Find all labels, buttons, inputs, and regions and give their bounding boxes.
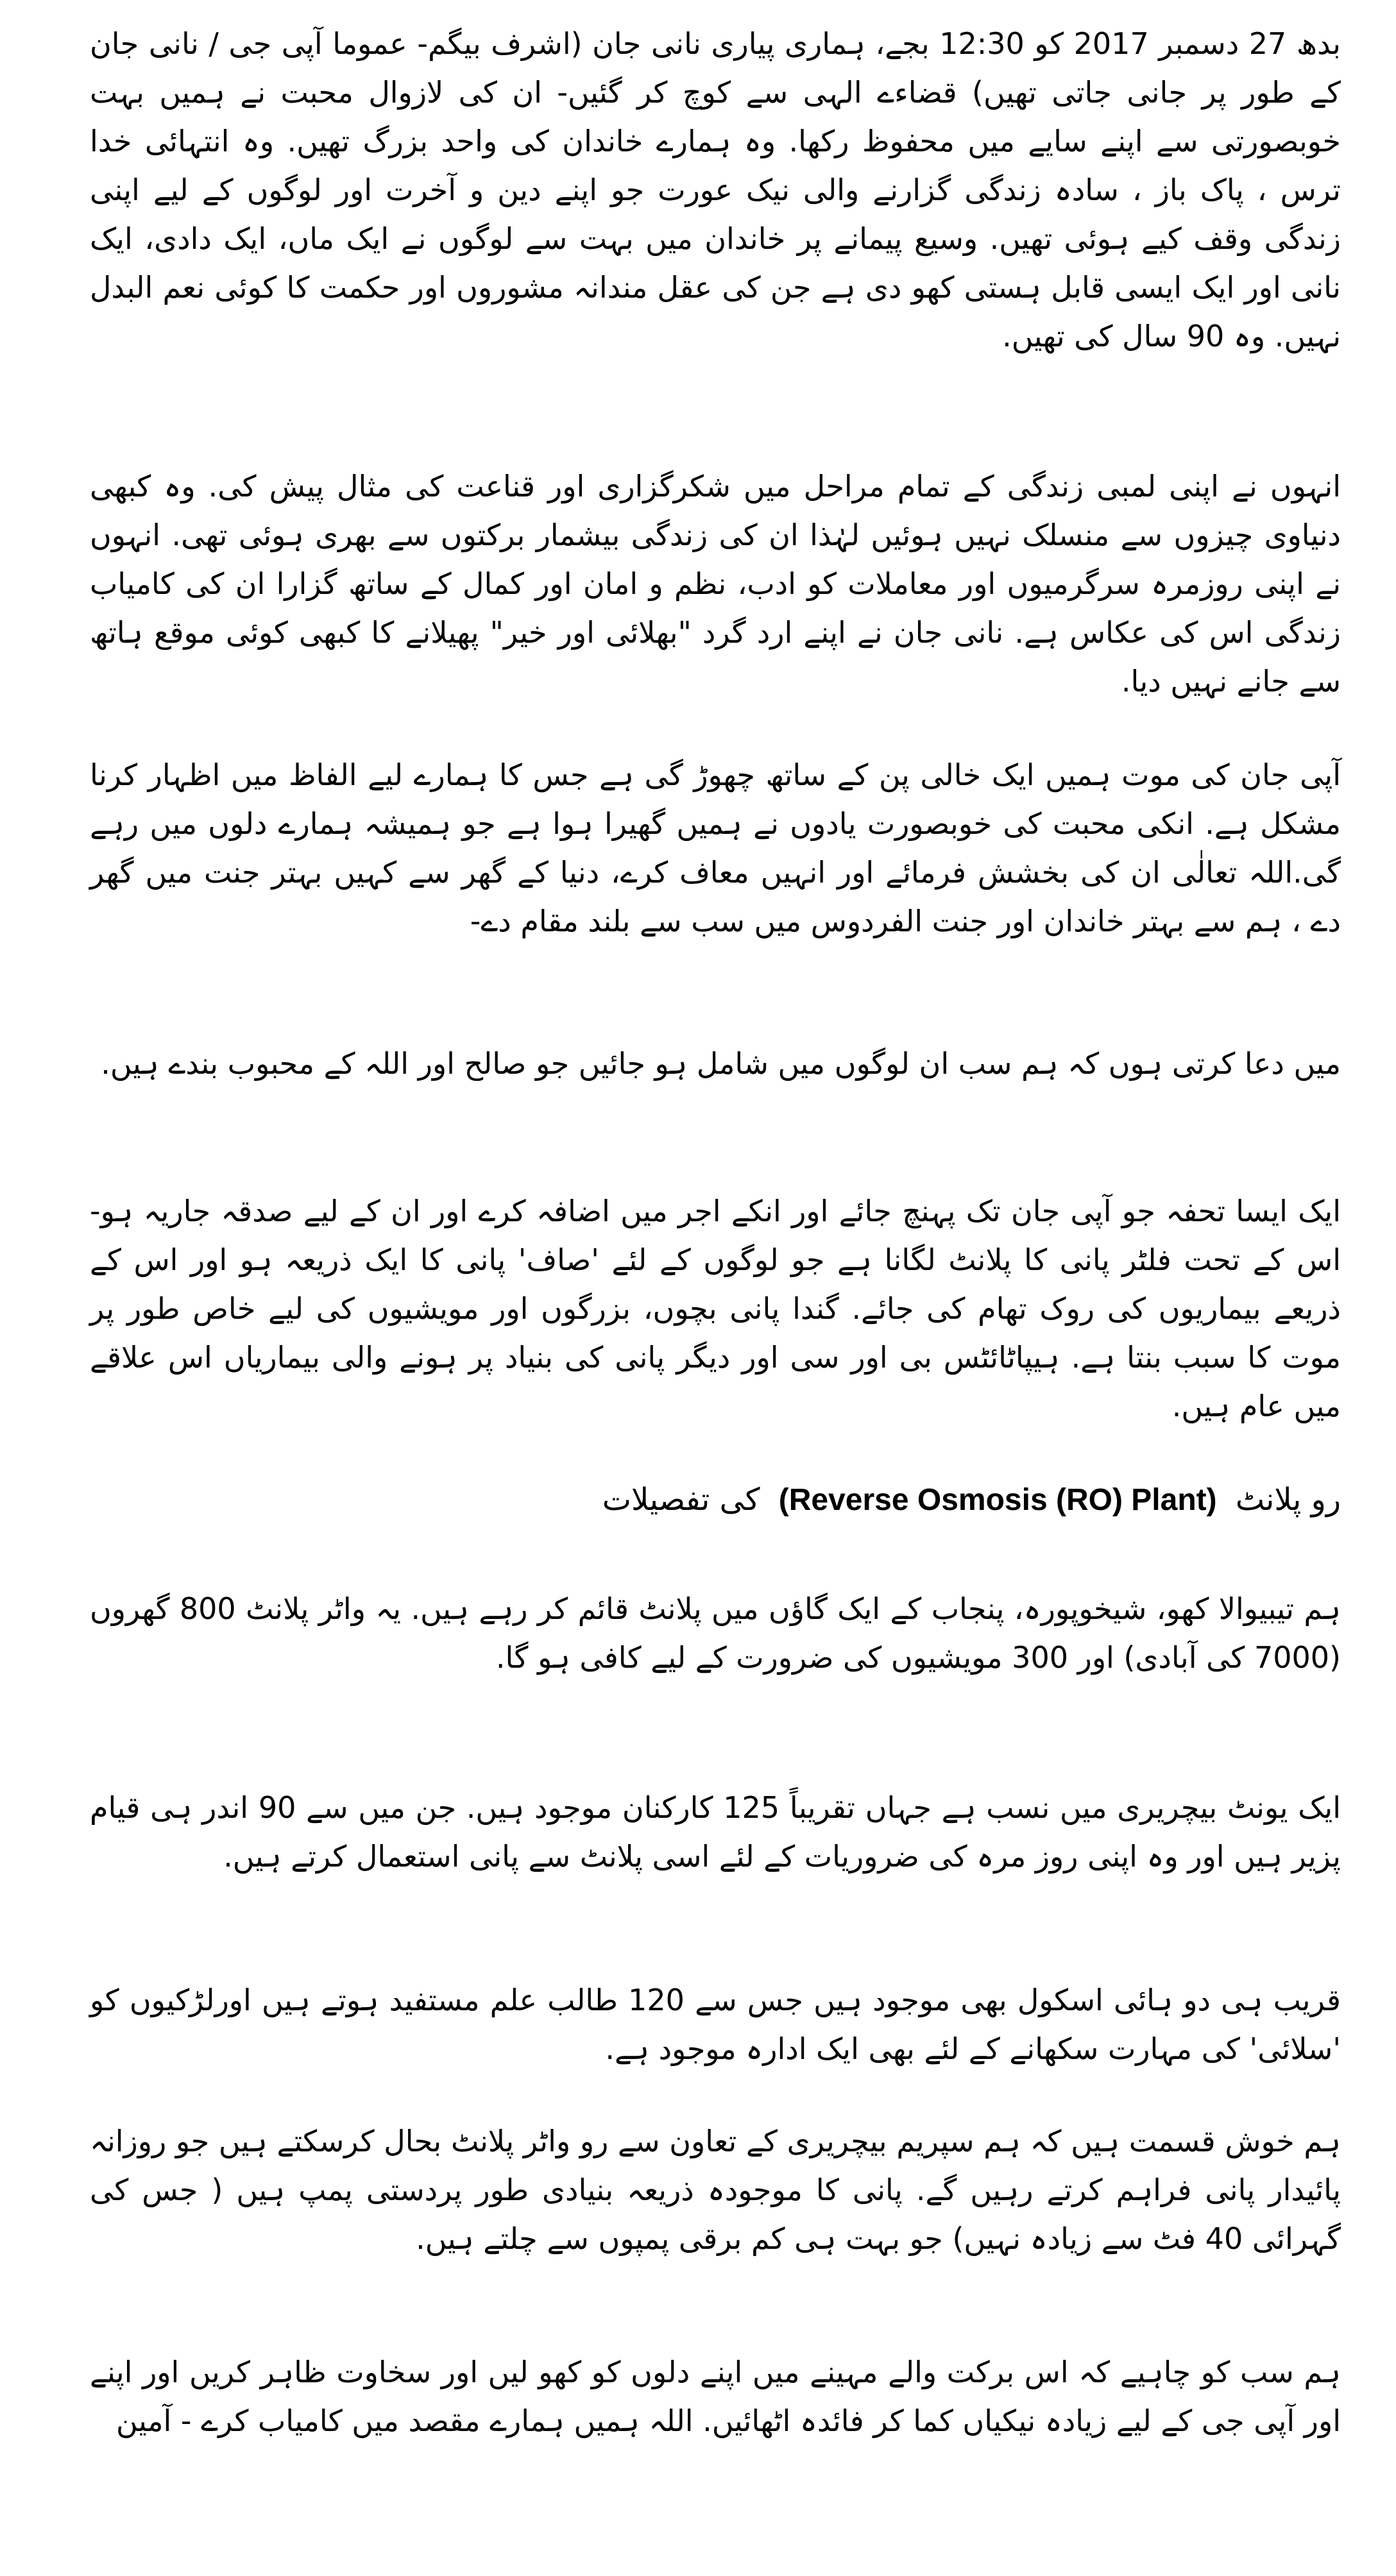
paragraph-closing-appeal: ہم سب کو چاہیے کہ اس برکت والے مہینے میں اپنے دلوں کو کھو لیں اور سخاوت ظاہر کریں اور اپنے اور آپی جی کے لیے زیادہ نیکیاں کما کر فائدہ اٹھائیں. اللہ ہمیں ہمارے مقصد میں کامیاب کرے - آمین [90,2355,1341,2438]
paragraph-schools: قریب ہی دو ہائی اسکول بھی موجود ہیں جس سے 120 طالب علم مستفید ہوتے ہیں اورلڑکیوں کو 'سلائی' کی مہارت سکھانے کے لئے بھی ایک ادارہ موجود ہے. [90,1983,1341,2066]
ro-plant-heading [90,1475,1341,1525]
paragraph-workers: ایک یونٹ بیچریری میں نسب ہے جہاں تقریباً 125 کارکنان موجود ہیں. جن میں سے 90 اندر ہی قیام پزیر ہیں اور وہ اپنی روز مرہ کی ضروریات کے لئے اسی پلانٹ سے پانی استعمال کرتے ہیں. [90,1790,1341,1874]
paragraph-dua: میں دعا کرتی ہوں کہ ہم سب ان لوگوں میں شامل ہو جائیں جو صالح اور اللہ کے محبوب بندے ہیں. [101,1046,1341,1081]
ro-heading-urdu-prefix: رو پلانٹ [1235,1482,1341,1518]
paragraph-plant-location: ہم تیبیوالا کھو، شیخوپورہ، پنجاب کے ایک گاؤں میں پلانٹ قائم کر رہے ہیں. یہ واٹر پلانٹ 800 گھروں (7000 کی آبادی) اور 300 مویشیوں کی ضرورت کے لیے کافی ہو گا. [90,1591,1341,1675]
ro-heading-urdu-suffix: کی تفصیلات [602,1482,760,1518]
paragraph-life-example: انہوں نے اپنی لمبی زندگی کے تمام مراحل میں شکرگزاری اور قناعت کی مثال پیش کی. وہ کبھی دنیاوی چیزوں سے منسلک نہیں ہوئیں لہٰذا ان کی زندگی بیشمار برکتوں سے بھری ہوئی تھی. انہوں نے اپنی روزمرہ سرگرمیوں اور معاملات کو ادب، نظم و امان اور کمال کے ساتھ گزارا ان کی کامیاب زندگی اس کی عکاس ہے. نانی جان نے اپنے ارد گرد "بھلائی اور خیر" پھیلانے کا کبھی کوئی موقع ہاتھ سے جانے نہیں دیا. [90,469,1341,699]
paragraph-supreme-cooperation: ہم خوش قسمت ہیں کہ ہم سپریم بیچریری کے تعاون سے رو واٹر پلانٹ بحال کرسکتے ہیں جو روزانہ پائیدار پانی فراہم کرتے رہیں گے. پانی کا موجودہ ذریعہ بنیادی طور پردستی پمپ ہیں ( جس کی گہرائی 40 فٹ سے زیادہ نہیں) جو بہت ہی کم برقی پمپوں سے چلتے ہیں. [90,2124,1341,2256]
paragraph-loss-prayer: آپی جان کی موت ہمیں ایک خالی پن کے ساتھ چھوڑ گی ہے جس کا ہمارے لیے الفاظ میں اظہار کرنا مشکل ہے. انکی محبت کی خوبصورت یادوں نے ہمیں گھیرا ہوا ہے جو ہمیشہ ہمارے دلوں میں رہے گی.اللہ تعالٰی ان کی بخشش فرمائے اور انہیں معاف کرے، دنیا کے گھر سے کہیں بہتر جنت میں گھر دے ، ہم سے بہتر خاندان اور جنت الفردوس میں سب سے بلند مقام دے- [90,758,1341,938]
ro-heading-english: (Reverse Osmosis (RO) Plant) [778,1483,1217,1517]
paragraph-announcement: بدھ 27 دسمبر 2017 کو 12:30 بجے، ہماری پیاری نانی جان (اشرف بیگم- عموما آپی جی / نانی جان کے طور پر جانی جاتی تھیں) قضاءے الہی سے کوچ کر گئیں- ان کی لازوال محبت نے ہمیں بہت خوبصورتی سے اپنے سایے میں محفوظ رکھا. وہ ہمارے خاندان کی واحد بزرگ تھیں. وہ انتہائی خدا ترس ، پاک باز ، سادہ زندگی گزارنے والی نیک عورت جو اپنے دین و آخرت اور لوگوں کے لیے اپنی زندگی وقف کیے ہوئی تھیں. وسیع پیمانے پر خاندان میں بہت سے لوگوں نے ایک ماں، ایک دادی، ایک نانی اور ایک ایسی قابل ہستی کھو دی ہے جن کی عقل مندانہ مشوروں اور حکمت کا کوئی نعم البدل نہیں. وہ 90 سال کی تھیں. [90,26,1341,353]
paragraph-water-plant-gift: ایک ایسا تحفہ جو آپی جان تک پہنچ جائے اور انکے اجر میں اضافہ کرے اور ان کے لیے صدقہ جاریہ ہو- اس کے تحت فلٹر پانی کا پلانٹ لگانا ہے جو لوگوں کے لئے 'صاف' پانی کا ایک ذریعہ ہو اور اس کے ذریعے بیماریوں کی روک تھام کی جائے. گندا پانی بچوں، بزرگوں اور مویشیوں کی لیے خاص طور پر موت کا سبب بنتا ہے. ہیپاٹائٹس بی اور سی اور دیگر پانی کی بنیاد پر ہونے والی بیماریاں اس علاقے میں عام ہیں. [90,1194,1341,1423]
